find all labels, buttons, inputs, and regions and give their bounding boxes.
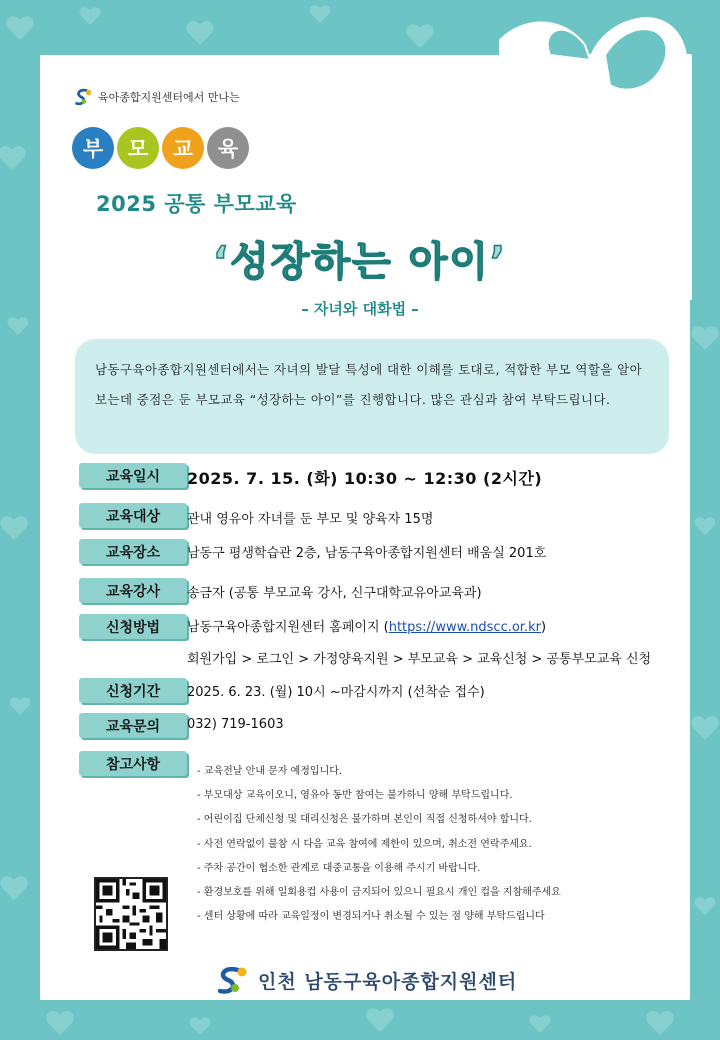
label-date: 교육일시 bbox=[79, 463, 187, 488]
value-period: 2025. 6. 23. (월) 10시 ~마감시까지 (선착순 접수) bbox=[187, 685, 485, 700]
homepage-link[interactable]: https://www.ndscc.or.kr bbox=[388, 620, 541, 635]
label-notes: 참고사항 bbox=[79, 751, 187, 776]
note-item: - 환경보호를 위해 일회용컵 사용이 금지되어 있으니 필요시 개인 컵을 지참해주세요 bbox=[197, 887, 561, 899]
center-name: 인천 남동구육아종합지원센터 bbox=[258, 970, 518, 993]
apply-prefix: 남동구육아종합지원센터 홈페이지 ( bbox=[187, 620, 389, 635]
program-title: ‘성장하는 아이’ bbox=[212, 239, 508, 285]
tagline-text: 육아종합지원센터에서 만나는 bbox=[98, 91, 240, 104]
center-logo-icon bbox=[212, 963, 252, 997]
apply-suffix: ) bbox=[540, 620, 547, 635]
value-target: 관내 영유아 자녀를 둔 부모 및 양육자 15명 bbox=[187, 512, 434, 527]
note-item: - 교육전날 안내 문자 예정입니다. bbox=[197, 766, 343, 777]
label-contact: 교육문의 bbox=[79, 713, 187, 738]
value-apply bbox=[187, 616, 546, 635]
note-item: - 주차 공간이 협소한 관계로 대중교통을 이용해 주시기 바랍니다. bbox=[197, 862, 481, 874]
program-subtitle: 2025 공통 부모교육 bbox=[96, 192, 297, 216]
note-item: - 어린이집 단체신청 및 대리신청은 불가하며 본인이 직접 신청하셔야 합니다. bbox=[197, 814, 532, 826]
value-lecturer: 송금자 (공통 부모교육 강사, 신구대학교유아교육과) bbox=[187, 586, 482, 601]
value-date: 2025. 7. 15. (화) 10:30 ~ 12:30 (2시간) bbox=[187, 469, 543, 488]
apply-path: 회원가입 > 로그인 > 가정양육지원 > 부모교육 > 교육신청 > 공통부모교육 신청 bbox=[187, 652, 652, 667]
badge-gyo: 교 bbox=[162, 127, 204, 169]
value-contact: 032) 719-1603 bbox=[187, 717, 284, 732]
badge-bu: 부 bbox=[72, 127, 114, 169]
note-item: - 부모대상 교육이오니, 영유아 동반 참여는 불가하니 양해 부탁드립니다. bbox=[197, 790, 513, 802]
note-item: - 센터 상황에 따라 교육일정이 변경되거나 취소될 수 있는 점 양해 부탁드립니다 bbox=[197, 911, 545, 923]
program-theme: – 자녀와 대화법 – bbox=[301, 300, 419, 318]
notes-list bbox=[197, 760, 561, 929]
label-period: 신청기간 bbox=[79, 678, 187, 703]
label-place: 교육장소 bbox=[79, 539, 187, 564]
footer-center bbox=[212, 963, 517, 997]
label-target: 교육대상 bbox=[79, 503, 187, 528]
label-apply: 신청방법 bbox=[79, 614, 187, 639]
qr-code[interactable] bbox=[94, 877, 168, 951]
badge-yuk: 육 bbox=[207, 127, 249, 169]
center-tagline bbox=[72, 86, 240, 108]
value-place: 남동구 평생학습관 2층, 남동구육아종합지원센터 배움실 201호 bbox=[187, 546, 547, 561]
badge-mo: 모 bbox=[117, 127, 159, 169]
parent-education-badges bbox=[72, 127, 249, 169]
intro-box: 남동구육아종합지원센터에서는 자녀의 발달 특성에 대한 이해를 토대로, 적합한 부모 역할을 알아보는데 중점은 둔 부모교육 “성장하는 아이”를 진행합니다. 많은 관심과 참여 부탁드립니다. bbox=[75, 339, 669, 454]
center-logo-icon bbox=[72, 86, 94, 108]
label-lecturer: 교육강사 bbox=[79, 578, 187, 603]
note-item: - 사전 연락없이 불참 시 다음 교육 참여에 제한이 있으며, 취소전 연락주세요. bbox=[197, 838, 532, 850]
